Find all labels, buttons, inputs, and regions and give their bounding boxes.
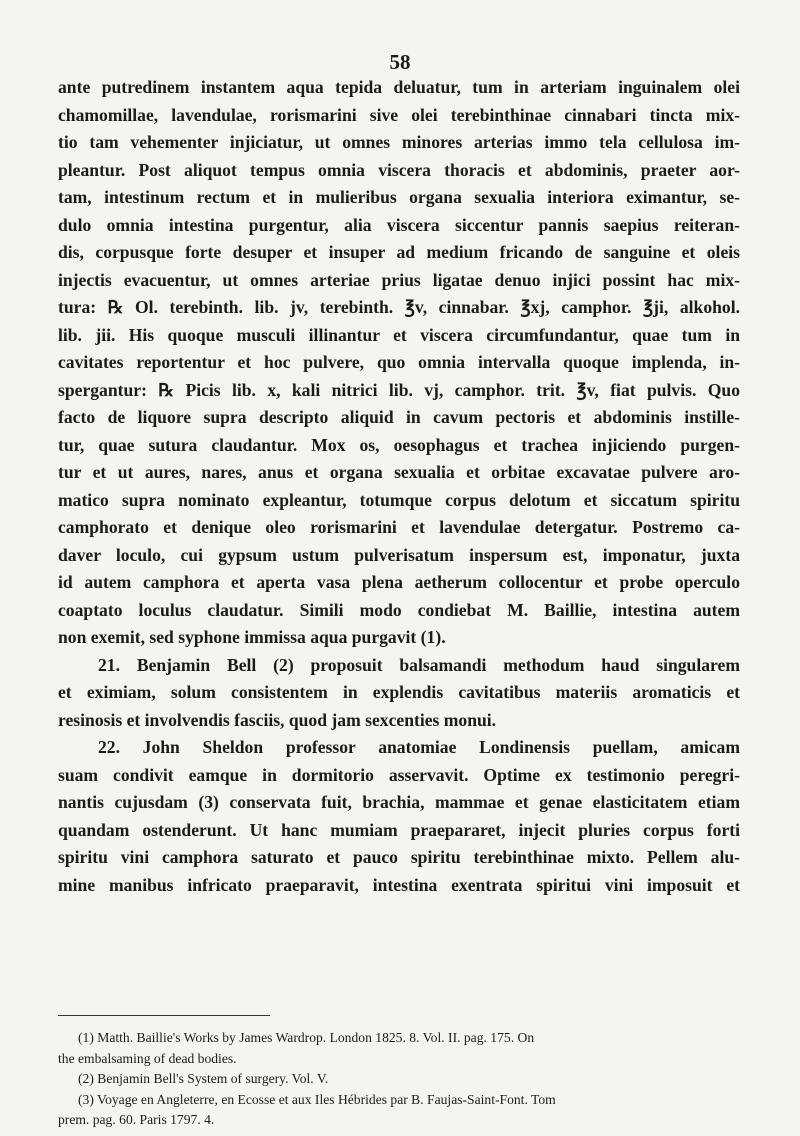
text-line: tam, intestinum rectum et in mulieribus organa sexualia interiora eximantur, se- [58,187,740,207]
page-number: 58 [389,50,411,74]
text-line: ante putredinem instantem aqua tepida deluatur, tum in arteriam inguinalem olei [58,77,740,97]
text-line: dis, corpusque forte desuper et insuper ad medium fricando de sanguine et oleis [58,242,740,262]
text-line: suam condivit eamque in dormitorio asservavit. Optime ex testimonio peregri- [58,764,740,785]
text-line: non exemit, sed syphone immissa aqua purgavit (1). [58,627,446,647]
text-line: tio tam vehementer injiciatur, ut omnes minores arterias immo tela cellulosa im- [58,132,740,152]
text-line: injectis evacuentur, ut omnes arteriae prius ligatae denuo injici possint hac mix- [58,269,740,290]
text-line: dulo omnia intestina purgentur, alia viscera siccentur pannis saepius reiteran- [58,214,740,235]
footnote-1-continued: the embalsaming of dead bodies. [58,1050,237,1066]
text-line: id autem camphora et aperta vasa plena aetherum collocentur et probe operculo [58,572,740,592]
text-line: nantis cujusdam (3) conservata fuit, brachia, mammae et genae elasticitatem etiam [58,792,740,812]
text-line: matico supra nominato expleantur, totumque corpus delotum et siccatum spiritu [58,489,740,510]
text-line: quandam ostenderunt. Ut hanc mumiam praepararet, injecit pluries corpus forti [58,819,740,840]
text-line: coaptato loculus claudatur. Simili modo condiebat M. Baillie, intestina autem [58,599,740,620]
text-line: cavitates reportentur et hoc pulvere, quo omnia intervalla quoque implenda, in- [58,352,740,372]
footnote-1: (1) Matth. Baillie's Works by James Wardrop. London 1825. 8. Vol. II. pag. 175. On [78,1030,535,1045]
section-21-start: 21. Benjamin Bell (2) proposuit balsamandi methodum haud singularem [98,654,740,675]
text-line: mine manibus infricato praeparavit, intestina exentrata spiritui vini imposuit et [58,874,740,895]
text-line: pleantur. Post aliquot tempus omnia viscera thoracis et abdominis, praeter aor- [58,159,740,180]
footnote-2: (2) Benjamin Bell's System of surgery. Vol. V. [78,1071,329,1086]
text-line: tur, quae sutura claudantur. Mox os, oesophagus et trachea injiciendo purgen- [58,434,740,455]
body-text [58,74,740,899]
text-line: spergantur: ℞ Picis lib. x, kali nitrici lib. vj, camphor. trit. ℥v, fiat pulvis. Quo [58,379,740,400]
text-line: daver loculo, cui gypsum ustum pulverisatum inspersum est, imponatur, juxta [58,544,740,565]
footnote-divider [58,1015,270,1016]
text-line: tur et ut aures, nares, anus et organa sexualia et orbitae excavatae pulvere aro- [58,462,740,482]
footnote-3-continued: prem. pag. 60. Paris 1797. 4. [58,1112,215,1127]
text-line: facto de liquore supra descripto aliquid in cavum pectoris et abdominis instille- [58,407,740,427]
text-line: tura: ℞ Ol. terebinth. lib. jv, terebinth. ℥v, cinnabar. ℥xj, camphor. ℥ji, alkohol. [58,297,740,317]
text-line: lib. jii. His quoque musculi illinantur et viscera circumfundantur, quae tum in [58,324,740,345]
text-line: et eximiam, solum consistentem in explendis cavitatibus materiis aromaticis et [58,682,740,702]
text-line: resinosis et involvendis fasciis, quod jam sexcenties monui. [58,709,497,730]
section-22-start: 22. John Sheldon professor anatomiae Londinensis puellam, amicam [98,737,740,757]
text-line: camphorato et denique oleo rorismarini et lavendulae detergatur. Postremo ca- [58,517,740,537]
footnotes [58,1028,740,1131]
footnote-3: (3) Voyage en Angleterre, en Ecosse et aux Iles Hébrides par B. Faujas-Saint-Font. Tom [78,1091,556,1107]
text-line: chamomillae, lavendulae, rorismarini sive olei terebinthinae cinnabari tincta mix- [58,104,740,125]
text-line: spiritu vini camphora saturato et pauco spiritu terebinthinae mixto. Pellem alu- [58,847,740,867]
